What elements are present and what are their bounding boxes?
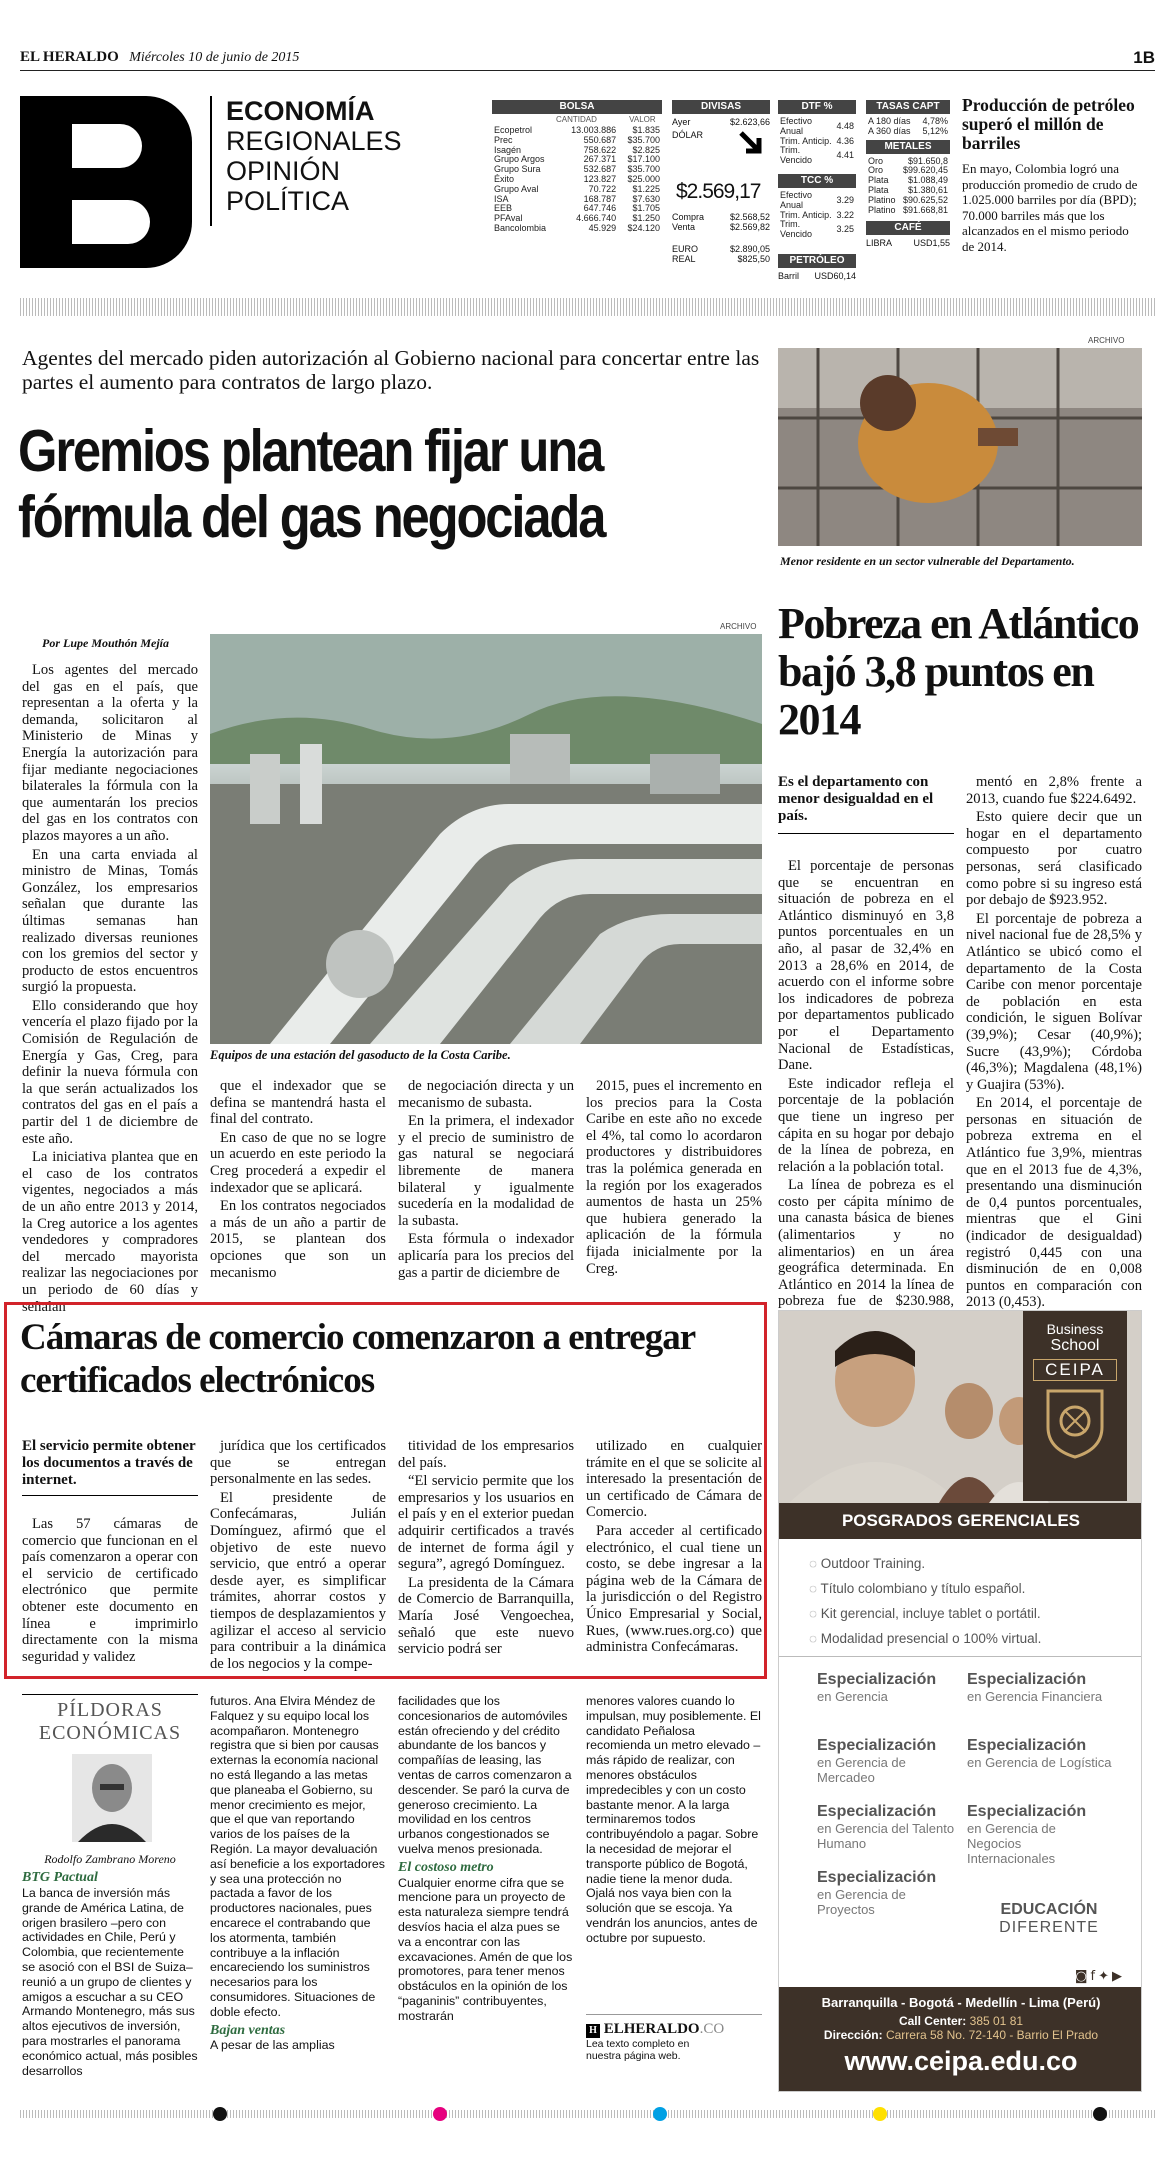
metales-cell: $91.650,8 bbox=[907, 155, 948, 166]
camaras-paragraph: jurídica que los certificados que se entregan personalmente en las sedes. bbox=[210, 1438, 386, 1488]
ad-banner: POSGRADOS GERENCIALES bbox=[779, 1503, 1142, 1539]
print-registration-strip bbox=[20, 2104, 1155, 2124]
poverty-photo-credit: ARCHIVO bbox=[1088, 336, 1125, 345]
pildoras-title-2: ECONÓMICAS bbox=[38, 1722, 182, 1744]
gas-paragraph: En una carta enviada al ministro de Minas, Tomás González, los empresarios señalan que durante las últimas semanas han realizado diversas reuniones con los gremios del sector y producto de estos encuentros surgió la propuesta. bbox=[22, 846, 198, 996]
gas-col-3 bbox=[398, 1078, 574, 1283]
gas-paragraph: Esta fórmula o indexador aplicaría para los precios del gas a partir de diciembre de bbox=[398, 1231, 574, 1281]
bullet-ring-icon: ◌ bbox=[809, 1556, 821, 1571]
camaras-paragraph: utilizado en cualquier trámite en el que se solicite al interesado la presentación de un certificado de Cámara de Comercio. bbox=[586, 1438, 762, 1521]
masthead bbox=[20, 48, 1155, 71]
bolsa-cell: 45.929 bbox=[588, 222, 617, 233]
ad-call-label: Call Center: bbox=[898, 2014, 967, 2028]
ad-program-title: Especialización bbox=[967, 1803, 1087, 1820]
pildoras-sub-2: Bajan ventas bbox=[210, 2022, 286, 2038]
crest-icon bbox=[1023, 1387, 1127, 1464]
divisas-ayer-value: $2.623,66 bbox=[729, 117, 770, 127]
metales-title: METALES bbox=[866, 140, 950, 154]
poverty-caption: Menor residente en un sector vulnerable del Departamento. bbox=[780, 554, 1075, 568]
dtf-cell: Trim. Anticip. bbox=[780, 135, 832, 146]
bolsa-cell: $1.705 bbox=[632, 203, 660, 214]
metales-cell: Plata bbox=[868, 175, 889, 186]
tcc-cell: Efectivo Anual bbox=[780, 189, 813, 210]
bolsa-cell: Prec bbox=[494, 134, 513, 145]
twitter-icon[interactable]: ✦ bbox=[1098, 1969, 1112, 1984]
tcc-cell: Trim. Vencido bbox=[780, 219, 813, 240]
petroleo-value: USD60,14 bbox=[814, 270, 856, 281]
ad-feature-text: Kit gerencial, incluye tablet o portátil. bbox=[820, 1606, 1041, 1621]
poverty-paragraph: En 2014, el porcentaje de personas en situación de pobreza extrema en el Atlántico fue 3,9%, mientras que en el 2013 fue de 4,3%, presentando una disminución de 0,4 puntos porcentuales, mientras que el Gini (indicador de desigualdad) registró 0,445 con una disminución de en 0,008 puntos en comparación con 2013 (0,453). bbox=[966, 1095, 1142, 1311]
bolsa-header-qty: CANTIDAD bbox=[556, 115, 597, 124]
bolsa-cell: Bancolombia bbox=[494, 222, 547, 233]
divisas-main-value: $2.569,17 bbox=[676, 180, 761, 203]
ad-call-value[interactable]: 385 01 81 bbox=[969, 2014, 1024, 2028]
dtf-cell: Trim. Vencido bbox=[780, 145, 813, 166]
bolsa-title: BOLSA bbox=[492, 100, 662, 114]
ad-program-item bbox=[967, 1803, 1112, 1866]
bolsa-cell: Grupo Argos bbox=[494, 154, 545, 165]
bolsa-cell: ISA bbox=[494, 193, 509, 204]
pildoras-col-2: futuros. Ana Elvira Méndez de Falquez y su equipo local los acompañaron. Montenegro registra que si bien por causas externas la economía nacional no está llegando a las metas que planeaba el Gobierno, su menor crecimiento es mejor, que el que van reportando varios de los países de la Región. La mayor devaluación así beneficie a los exportadores y sea una protección no pactada a favor de los productores nacionales, pues encarece el contrabando que los atormenta, también contribuye a la inflación encareciendo los suministros necesarios para los consumidores. Situaciones de doble efecto. bbox=[210, 1694, 385, 2019]
oil-brief-title: Producción de petróleo superó el millón de barriles bbox=[962, 95, 1135, 153]
poverty-photo bbox=[778, 348, 1142, 546]
bolsa-cell: 532.687 bbox=[583, 164, 617, 175]
bolsa-cell: Grupo Aval bbox=[494, 183, 539, 194]
bolsa-row bbox=[492, 224, 662, 234]
dtf-title: DTF % bbox=[778, 100, 856, 114]
gas-paragraph: En la primera, el indexador y el precio de suministro de gas natural se negociará libremente de manera bilateral y igualmente sucedería en la modalidad de la subasta. bbox=[398, 1113, 574, 1229]
ad-program-item bbox=[817, 1869, 962, 1917]
poverty-col-1 bbox=[778, 858, 954, 1329]
ad-program-item bbox=[967, 1671, 1112, 1704]
bolsa-cell: $1.835 bbox=[632, 125, 660, 135]
section-letter bbox=[20, 96, 192, 268]
metales-row bbox=[866, 206, 950, 216]
divisas-euro-label: EURO bbox=[672, 244, 699, 254]
ad-feature-item bbox=[809, 1551, 1129, 1576]
bolsa-cell: 168.787 bbox=[583, 193, 617, 204]
ad-footer bbox=[779, 1987, 1142, 2092]
bolsa-cell: 647.746 bbox=[583, 203, 617, 214]
metales-cell: Plata bbox=[868, 184, 889, 195]
bolsa-cell: $25.000 bbox=[627, 173, 660, 184]
ad-address-label: Dirección: bbox=[823, 2028, 883, 2042]
facebook-icon[interactable]: f bbox=[1090, 1969, 1099, 1984]
dtf-cell: 4.48 bbox=[836, 120, 854, 131]
dtf-rows bbox=[778, 117, 856, 166]
ad-web-link[interactable]: www.ceipa.edu.co bbox=[844, 2046, 1078, 2076]
gas-paragraph: Los agentes del mercado del gas en el país, que representan a la oferta y la demanda, solicitaron al Ministerio de Minas y Energía la autorización para fijar mediante negociaciones bilaterales la fórmula con la que aumentarán los precios del gas en los contratos con plazos mayores a un año. bbox=[22, 662, 198, 844]
divisas-real-value: $825,50 bbox=[737, 254, 770, 264]
divisas-euro-value: $2.890,05 bbox=[729, 244, 770, 254]
camaras-col-4 bbox=[586, 1438, 762, 1658]
gas-caption: Equipos de una estación del gasoducto de la Costa Caribe. bbox=[210, 1048, 511, 1062]
divisas-title: DIVISAS bbox=[672, 100, 770, 114]
poverty-deck: Es el departamento con menor desigualdad en el país. bbox=[778, 774, 954, 834]
ceipa-ad[interactable] bbox=[778, 1310, 1142, 2092]
petroleo-title: PETRÓLEO bbox=[778, 254, 856, 268]
dtf-cell: 4.36 bbox=[836, 135, 854, 146]
divisas-box bbox=[672, 100, 770, 270]
metales-cell: $99.620,45 bbox=[902, 165, 948, 176]
camaras-paragraph: Para acceder al certificado electrónico, el cual tiene un costo, se debe ingresar a la página web de la Cámara de la jurisdicción o del Registro Único Empresarial y Social, Rues, (www.rues.org.co) que administra Confecámaras. bbox=[586, 1522, 762, 1656]
rates-box bbox=[778, 100, 856, 281]
section-item-regionales: REGIONALES bbox=[226, 126, 402, 156]
ad-program-subtitle: en Gerencia de Mercadeo bbox=[817, 1755, 906, 1785]
tcc-cell: Trim. Anticip. bbox=[780, 209, 832, 220]
tcc-title: TCC % bbox=[778, 174, 856, 188]
social-icons bbox=[1075, 1969, 1125, 1984]
bolsa-cell: $1.250 bbox=[632, 213, 660, 224]
camaras-paragraph: Las 57 cámaras de comercio que funcionan en el país comenzaron a operar con el servicio de certificado electrónico que permite obtener este documento en línea e imprimirlo directamente con la misma seguridad y validez bbox=[22, 1516, 198, 1665]
gas-paragraph: En caso de que no se logre un acuerdo en este periodo la Creg procederá a expedir el indexador que se aplicará. bbox=[210, 1129, 386, 1196]
ad-program-title: Especialización bbox=[817, 1737, 937, 1754]
dtf-cell: Efectivo Anual bbox=[780, 116, 813, 136]
section-item-politica: POLÍTICA bbox=[226, 186, 350, 216]
cafe-value: USD1,55 bbox=[913, 238, 950, 249]
ad-program-title: Especialización bbox=[817, 1869, 937, 1886]
divisas-ayer-label: Ayer bbox=[672, 117, 691, 127]
tasas-rows bbox=[866, 117, 950, 137]
ad-program-subtitle: en Gerencia Financiera bbox=[967, 1689, 1103, 1704]
tasas-cell: 5,12% bbox=[922, 125, 948, 136]
school-line-2: School bbox=[1050, 1337, 1100, 1354]
tasas-cell: A 360 días bbox=[868, 125, 911, 136]
dtf-row bbox=[778, 117, 856, 137]
bolsa-cell: 4.666.740 bbox=[576, 213, 617, 224]
camaras-paragraph: “El servicio permite que los empresarios y los usuarios en el país y en el exterior puedan adquirir certificados a través de internet de forma ágil y segura”, agregó Domínguez. bbox=[398, 1473, 574, 1573]
oil-brief-body: En mayo, Colombia logró una producción promedio de crudo de 1.025.000 barriles por día (BPD); 70.000 barriles más que los alcanzados en el mismo periodo de 2014. bbox=[962, 161, 1138, 254]
tcc-cell: 3.22 bbox=[836, 209, 854, 220]
section-item-opinion: OPINIÓN bbox=[226, 156, 341, 186]
pildoras-col-3: facilidades que los concesionarios de automóviles están ofreciendo y del crédito abundante de los bancos y compañías de leasing, las ventas de carros comenzaron a descender. Se paró la curva de generoso crecimiento. La movilidad en los centros urbanos congestionados se vuelva menos presionada. bbox=[398, 1694, 572, 1856]
bolsa-rows bbox=[492, 126, 662, 234]
bolsa-header-value: VALOR bbox=[629, 115, 656, 124]
divisas-compra-label: Compra bbox=[672, 212, 705, 222]
section-item-economia: ECONOMÍA bbox=[226, 96, 375, 126]
divisas-venta-value: $2.569,82 bbox=[729, 222, 770, 232]
bolsa-cell: PFAval bbox=[494, 213, 523, 224]
gas-photo-credit: ARCHIVO bbox=[720, 622, 757, 631]
ad-program-title: Especialización bbox=[817, 1671, 937, 1688]
ad-program-title: Especialización bbox=[967, 1737, 1087, 1754]
tasas-cell: 4,78% bbox=[922, 116, 948, 126]
divisas-venta-label: Venta bbox=[672, 222, 696, 232]
tasas-row bbox=[866, 127, 950, 137]
ad-program-title: Especialización bbox=[817, 1803, 937, 1820]
pildoras-col-4: menores valores cuando lo impulsan, muy posiblemente. El candidato Peñalosa recomienda un metro elevado – más rápido de realizar, con menores obstáculos impredecibles y con un costo bastante menor. A la larga terminaremos todos contribuyéndolo a pagar. Sobre la necesidad de mejorar el transporte público de Bogotá, nadie tiene la menor duda. Ojalá nos vaya bien con la solución que se escoja. Ya vendrán los anuncios, antes de octubre por supuesto. bbox=[586, 1694, 761, 1945]
metales-cell: Platino bbox=[868, 204, 896, 215]
metals-box bbox=[866, 100, 950, 270]
pildoras-title-1: PÍLDORAS bbox=[22, 1694, 198, 1722]
section-divider bbox=[20, 298, 1155, 316]
cafe-title: CAFÉ bbox=[866, 221, 950, 235]
ad-programs bbox=[817, 1671, 1137, 1991]
ad-feature-item bbox=[809, 1626, 1129, 1651]
youtube-icon[interactable]: ▶ bbox=[1112, 1969, 1125, 1984]
ad-feature-text: Título colombiano y título español. bbox=[820, 1581, 1026, 1596]
divisas-compra-value: $2.568,52 bbox=[729, 212, 770, 222]
gas-kicker: Agentes del mercado piden autorización al Gobierno nacional para concertar entre las partes el aumento para contratos de largo plazo. bbox=[22, 346, 760, 394]
tcc-row bbox=[778, 220, 856, 240]
tcc-cell: 3.25 bbox=[836, 224, 854, 235]
metales-cell: $91.668,81 bbox=[902, 204, 948, 215]
metales-cell: Platino bbox=[868, 194, 896, 205]
dtf-row bbox=[778, 146, 856, 166]
bolsa-cell: 70.722 bbox=[588, 183, 617, 194]
ad-program-subtitle: en Gerencia de Proyectos bbox=[817, 1887, 906, 1917]
metales-cell: $1.088,49 bbox=[907, 175, 948, 186]
ad-address-value: Carrera 58 No. 72-140 - Barrio El Prado bbox=[885, 2028, 1099, 2042]
gas-paragraph: 2015, pues el incremento en los precios para la Costa Caribe en este año no excede el 4%, tal como lo acordaron productores y distribuidores tras la polémica generada en la región por los exagerados aumentos de hasta un 25% que hubiera generado la aplicación de la fórmula fijada inicialmente por la Creg. bbox=[586, 1078, 762, 1277]
ad-program-item bbox=[817, 1737, 962, 1785]
bolsa-cell: 267.371 bbox=[583, 154, 617, 165]
edu-line-2: DIFERENTE bbox=[999, 1919, 1099, 1936]
tcc-rows bbox=[778, 191, 856, 240]
school-brand: CEIPA bbox=[1033, 1359, 1117, 1381]
section-flag bbox=[20, 92, 490, 272]
camaras-paragraph: El presidente de Confecámaras, Julián Domínguez, afirmó que el objetivo de este nuevo servicio, que entró a operar desde ayer, es simplificar trámites, ahorrar costos y tiempos de desplazamientos y agilizar el acceso al servicio para contribuir a la dinámica de los negocios y la compe- bbox=[210, 1489, 386, 1672]
bolsa-cell: $17.100 bbox=[627, 154, 660, 165]
promo-brand: ELHERALDO bbox=[603, 2021, 700, 2037]
ad-feature-text: Modalidad presencial o 100% virtual. bbox=[820, 1631, 1042, 1646]
camaras-paragraph: titividad de los empresarios del país. bbox=[398, 1438, 574, 1471]
dtf-cell: 4.41 bbox=[836, 150, 854, 161]
section-list bbox=[210, 96, 402, 226]
gas-col-1 bbox=[22, 662, 198, 1317]
web-promo[interactable] bbox=[586, 2014, 762, 2062]
promo-suffix: .CO bbox=[699, 2021, 725, 2037]
poverty-headline: Pobreza en Atlántico bajó 3,8 puntos en 2014 bbox=[778, 599, 1139, 744]
pildoras-sub-3: El costoso metro bbox=[398, 1859, 494, 1875]
oil-brief bbox=[962, 96, 1142, 254]
pildoras-author: Rodolfo Zambrano Moreno bbox=[44, 1852, 176, 1866]
petroleo-label: Barril bbox=[778, 270, 800, 281]
bolsa-cell: 123.827 bbox=[583, 173, 617, 184]
bullet-ring-icon: ◌ bbox=[809, 1631, 821, 1646]
page-number: 1B bbox=[1133, 48, 1155, 67]
bolsa-cell: $35.700 bbox=[627, 134, 660, 145]
ad-program-subtitle: en Gerencia de Logística bbox=[967, 1755, 1112, 1770]
pildoras-col-1: La banca de inversión más grande de América Latina, de origen brasilero –pero con actividades en Chile, Perú y Colombia, que recientemente se asoció con el BSI de Suiza– reunió a un grupo de clientes y amigos a escuchar a su CEO Armando Montenegro, más sus altos ejecutivos de inversión, para mostrarles el panorama económico actual, más posibles desarrollos bbox=[22, 1886, 198, 2078]
pildoras-col-2b: A pesar de las amplias bbox=[210, 2038, 335, 2053]
promo-logo-icon: H bbox=[586, 2024, 600, 2038]
promo-text: Lea texto completo en nuestra página web. bbox=[586, 2038, 690, 2062]
gas-col-4 bbox=[586, 1078, 762, 1279]
edu-line-1: EDUCACIÓN bbox=[1000, 1901, 1098, 1918]
paper-name: EL HERALDO bbox=[20, 49, 119, 65]
ad-program-subtitle: en Gerencia del Talento Humano bbox=[817, 1821, 955, 1851]
poverty-paragraph: El porcentaje de pobreza a nivel nacional fue de 28,5% y Atlántico se ubicó como el departamento de la Costa Caribe con menor porcentaje de población en esta condición, le siguen Bolívar (39,9%); Cesar (40,9%); Sucre (43,9%); Córdoba (46,3%); Magdalena (48,1%) y Guajira (53%). bbox=[966, 910, 1142, 1093]
ad-program-subtitle: en Gerencia de Negocios Internacionales bbox=[967, 1821, 1056, 1866]
camaras-col-1 bbox=[22, 1516, 198, 1667]
metales-cell: $1.380,61 bbox=[907, 184, 948, 195]
divisas-real-label: REAL bbox=[672, 254, 696, 264]
gas-paragraph: de negociación directa y un mecanismo de subasta. bbox=[398, 1078, 574, 1111]
bullet-ring-icon: ◌ bbox=[809, 1581, 821, 1596]
gas-paragraph: Ello considerando que hoy vencería el plazo fijado por la Comisión de Regulación de Energía y Gas, Creg, para definir la nueva fórmula con la que serán actualizados los contratos del gas en el país a partir del 1 de diciembre de este año. bbox=[22, 997, 198, 1147]
author-photo bbox=[72, 1754, 152, 1842]
metales-cell: Oro bbox=[868, 165, 884, 176]
gas-pipeline-photo bbox=[210, 634, 762, 1044]
poverty-col-2 bbox=[966, 774, 1142, 1313]
school-line-1: Business bbox=[1046, 1321, 1104, 1337]
bolsa-cell: EEB bbox=[494, 203, 513, 214]
cafe-label: LIBRA bbox=[866, 238, 893, 249]
bolsa-cell: $35.700 bbox=[627, 164, 660, 175]
ad-feature-item bbox=[809, 1601, 1129, 1626]
poverty-paragraph: Esto quiere decir que un hogar en el departamento compuesto por cuatro personas, será clasificado como pobre si su ingreso está por debajo de $923.952. bbox=[966, 809, 1142, 909]
ad-program-item bbox=[817, 1671, 962, 1704]
bullet-ring-icon: ◌ bbox=[809, 1606, 821, 1621]
issue-date: Miércoles 10 de junio de 2015 bbox=[129, 50, 300, 65]
bolsa-cell: 550.687 bbox=[583, 134, 617, 145]
bolsa-cell: Isagén bbox=[494, 144, 522, 155]
bolsa-cell: $2.825 bbox=[632, 144, 660, 155]
pildoras-sub-1: BTG Pactual bbox=[22, 1870, 98, 1885]
ad-feature-item bbox=[809, 1576, 1129, 1601]
gas-headline: Gremios plantean fijar una fórmula del gas negociada bbox=[18, 418, 605, 550]
metales-rows bbox=[866, 157, 950, 216]
ad-features bbox=[809, 1551, 1129, 1651]
camaras-col-3 bbox=[398, 1438, 574, 1660]
camaras-deck: El servicio permite obtener los documentos a través de internet. bbox=[22, 1438, 198, 1496]
bolsa-table bbox=[492, 100, 662, 270]
bolsa-cell: Éxito bbox=[494, 173, 515, 184]
camaras-paragraph: La presidenta de la Cámara de Comercio de Barranquilla, María José Vengoechea, señaló que este nuevo servicio podrá ser bbox=[398, 1574, 574, 1658]
gas-paragraph: que el indexador que se defina se mantendrá hasta el final del contrato. bbox=[210, 1078, 386, 1128]
metales-cell: $90.625,52 bbox=[902, 194, 948, 205]
camaras-headline: Cámaras de comercio comenzaron a entregar certificados electrónicos bbox=[20, 1317, 695, 1401]
tcc-row bbox=[778, 191, 856, 211]
arrow-down-icon bbox=[738, 130, 764, 161]
tcc-cell: 3.29 bbox=[836, 194, 854, 205]
tasas-cell: A 180 días bbox=[868, 116, 911, 126]
gas-paragraph: La iniciativa plantea que en el caso de los contratos vigentes, negociados a más de un año entre 2013 y 2014, la Creg autorice a los agentes vendedores y compradores del mercado mayorista realizar las negociaciones por un periodo de 60 días y señalan bbox=[22, 1149, 198, 1315]
camaras-col-2 bbox=[210, 1438, 386, 1674]
metales-cell: Oro bbox=[868, 155, 884, 166]
bolsa-cell: Ecopetrol bbox=[494, 125, 533, 135]
gas-paragraph: En los contratos negociados a más de un año a partir de 2015, se plantean dos opciones que son un mecanismo bbox=[210, 1198, 386, 1281]
bolsa-cell: Grupo Sura bbox=[494, 164, 541, 175]
bolsa-cell: $1.225 bbox=[632, 183, 660, 194]
ad-feature-text: Outdoor Training. bbox=[820, 1556, 926, 1571]
bolsa-cell: $24.120 bbox=[627, 222, 660, 233]
poverty-paragraph: La línea de pobreza es el costo per cápita mínimo de una canasta básica de bienes (alimentarios y no alimentarios) en un área geográfica determinada. En Atlántico en 2014 la línea de pobreza fue de $230.988, bbox=[778, 1177, 954, 1310]
ad-cities: Barranquilla - Bogotá - Medellín - Lima (Perú) bbox=[821, 1995, 1101, 2010]
ad-program-item bbox=[817, 1803, 962, 1851]
school-badge bbox=[1023, 1311, 1127, 1501]
bolsa-cell: $7.630 bbox=[632, 193, 660, 204]
pildoras-col-3b: Cualquier enorme cifra que se mencione para un proyecto de esta naturaleza siempre tendrá desvíos hacia el alza pues se va a encontrar con las excavaciones. Amén de que los promotores, para tener menos obstáculos en la opinión de los “paganinis” contribuyentes, mostrarán bbox=[398, 1875, 573, 2023]
poverty-paragraph: mentó en 2,8% frente a 2013, cuando fue $224.6492. bbox=[966, 774, 1142, 807]
poverty-paragraph: El porcentaje de personas que se encuentran en situación de pobreza en el Atlántico disminuyó en 3,8 puntos porcentuales en un año, al pasar de 32,4% en 2013 a 28,6% en 2014, de acuerdo con el informe sobre los indicadores de pobreza por departamentos publicado por el Departamento Nacional de Estadísticas, Dane. bbox=[778, 858, 954, 1074]
instagram-icon[interactable]: ◙ bbox=[1074, 1969, 1091, 1984]
gas-col-2 bbox=[210, 1078, 386, 1283]
ad-program-subtitle: en Gerencia bbox=[817, 1689, 888, 1704]
ad-program-item bbox=[967, 1737, 1112, 1770]
ad-program-title: Especialización bbox=[967, 1671, 1087, 1688]
poverty-paragraph: Este indicador refleja el porcentaje de la población que tiene un ingreso per cápita en su hogar por debajo de la línea de pobreza, en relación a la población total. bbox=[778, 1075, 954, 1175]
bolsa-cell: 13.003.886 bbox=[571, 125, 617, 135]
pildoras-column bbox=[22, 1694, 762, 2094]
divisas-dolar-label: DÓLAR bbox=[672, 130, 704, 140]
gas-byline: Por Lupe Mouthón Mejía bbox=[42, 636, 170, 650]
bolsa-cell: 758.622 bbox=[583, 144, 617, 155]
tasas-title: TASAS CAPT bbox=[866, 100, 950, 114]
